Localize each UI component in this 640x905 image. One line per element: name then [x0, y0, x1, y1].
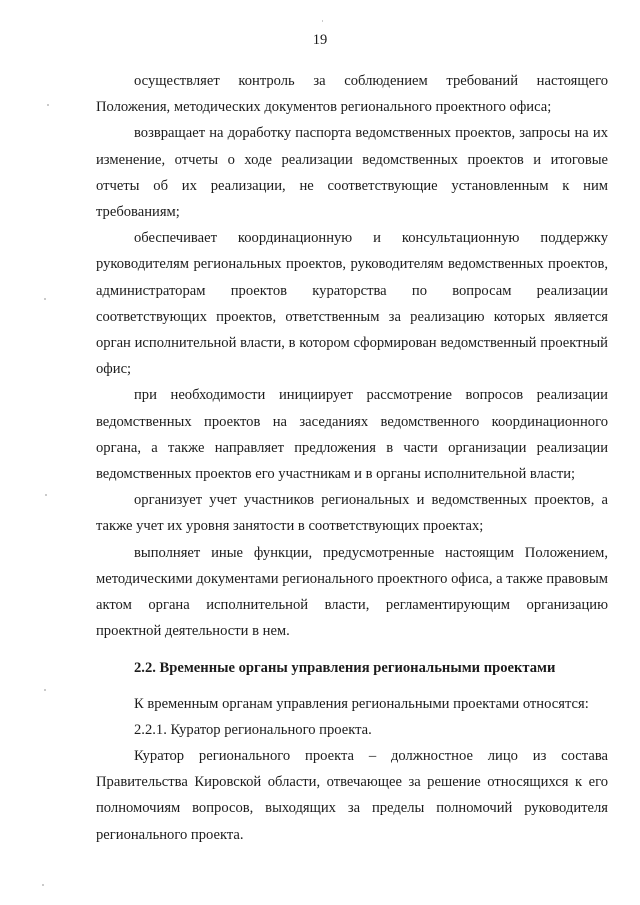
scan-speck: [45, 494, 47, 496]
paragraph-curator-definition: Куратор регионального проекта – должностное лицо из состава Правительства Кировской области, отвечающее за решение относящихся к его полномочиям вопросов, выходящих за пределы полномочий руководителя регионального проекта.: [96, 748, 608, 843]
scan-speck: [44, 298, 46, 300]
scan-speck: [44, 689, 46, 691]
scan-speck: [322, 20, 323, 22]
section-heading: 2.2. Временные органы управления региональными проектами: [134, 660, 556, 677]
scan-speck: [47, 104, 49, 106]
paragraph-accounting: организует учет участников региональных и ведомственных проектов, а также учет их уровня занятости в соответствующих проектах;: [96, 492, 608, 535]
document-body: [96, 68, 608, 848]
scan-speck: [42, 884, 44, 886]
paragraph-return: возвращает на доработку паспорта ведомственных проектов, запросы на их изменение, отчеты о ходе реализации ведомственных проектов и итоговые отчеты об их реализации, не соответствующие установленным к ним требованиям;: [96, 125, 608, 221]
paragraph-initiate: при необходимости инициирует рассмотрение вопросов реализации ведомственных проектов на заседаниях ведомственного координационного органа, а также направляет предложения в части организации реализации ведомственных проектов его участникам и в органы исполнительной власти;: [96, 387, 608, 483]
page-number: 19: [312, 32, 328, 48]
paragraph-control: осуществляет контроль за соблюдением требований настоящего Положения, методических документов регионального проектного офиса;: [96, 73, 608, 116]
paragraph-other-functions: выполняет иные функции, предусмотренные настоящим Положением, методическими документами регионального проектного офиса, а также правовым актом органа исполнительной власти, регламентирующим организацию проектной деятельности в нем.: [96, 544, 608, 640]
paragraph-subsection-title: 2.2.1. Куратор регионального проекта.: [134, 721, 372, 738]
paragraph-temporary-bodies: К временным органам управления региональными проектами относятся:: [134, 695, 589, 712]
paragraph-support: обеспечивает координационную и консультационную поддержку руководителям региональных проектов, руководителям ведомственных проектов, администраторам проектов кураторства по вопросам реализации соответствующих проектов, ответственным за реализацию которых является орган исполнительной власти, в котором сформирован ведомственный проектный офис;: [96, 230, 608, 378]
